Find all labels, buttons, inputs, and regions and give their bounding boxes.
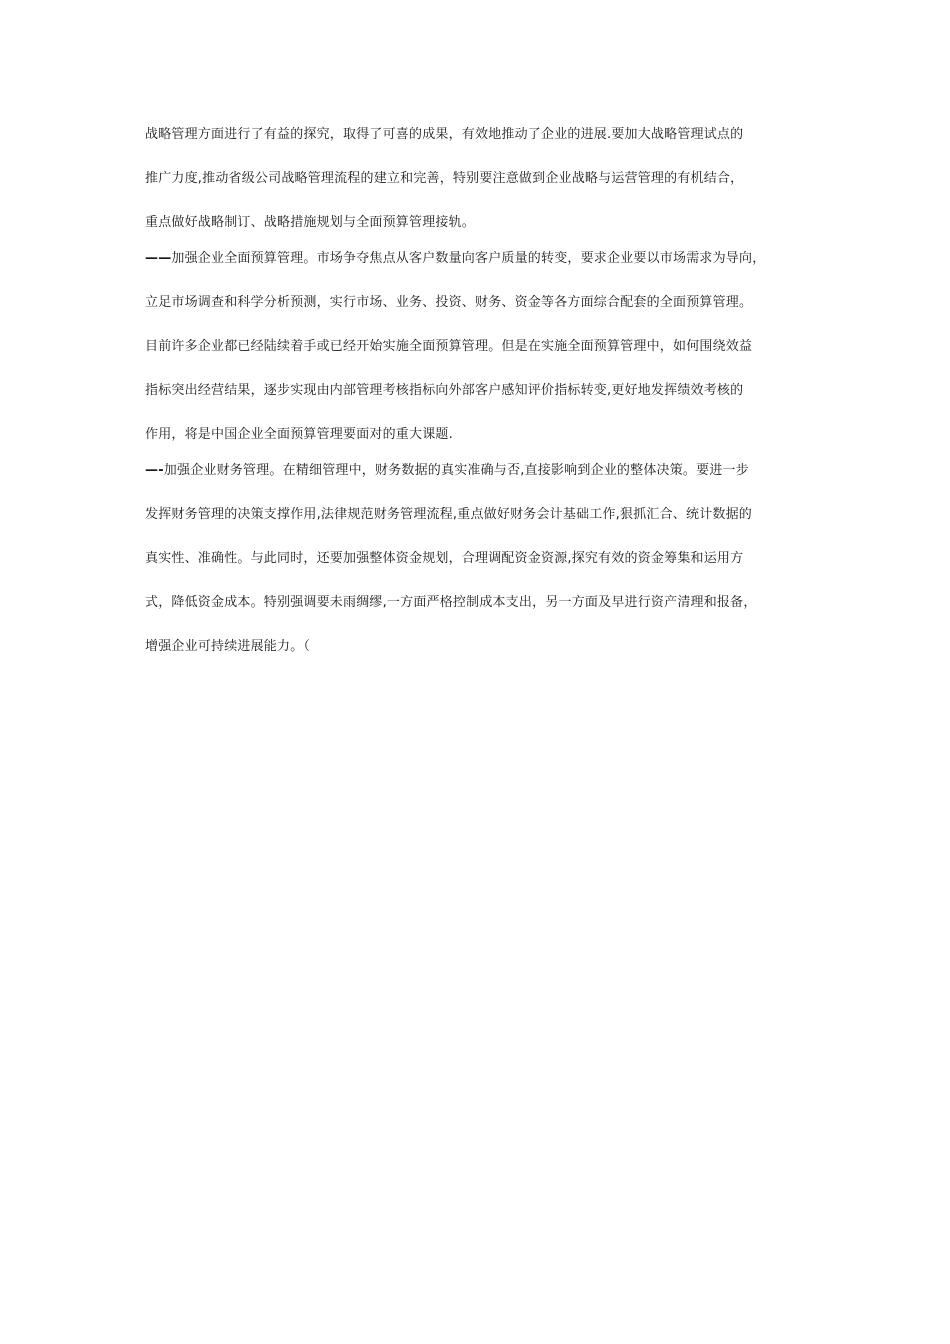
text-line: 式，降低资金成本。特别强调要未雨绸缪,一方面严格控制成本支出，另一方面及早进行资产清理和报备， — [145, 595, 757, 610]
text-line: 增强企业可持续进展能力。（ — [145, 639, 311, 654]
text-line: 发挥财务管理的决策支撑作用,法律规范财务管理流程,重点做好财务会计基础工作,狠抓汇合、统计数据的 — [145, 507, 752, 522]
text-line: 立足市场调查和科学分析预测，实行市场、业务、投资、财务、资金等各方面综合配套的全面预算管理。 — [145, 295, 753, 310]
text-line: 重点做好战略制订、战略措施规划与全面预算管理接轨。 — [145, 215, 476, 230]
text-line: 目前许多企业都已经陆续着手或已经开始实施全面预算管理。但是在实施全面预算管理中，如何围绕效益 — [145, 339, 753, 354]
text-line-content: 加强企业全面预算管理。市场争夺焦点从客户数量向客户质量的转变，要求企业要以市场需求为导向， — [171, 251, 766, 266]
text-line — [145, 460, 825, 481]
text-line: 作用，将是中国企业全面预算管理要面对的重大课题. — [145, 427, 453, 442]
text-line: 推广力度,推动省级公司战略管理流程的建立和完善，特别要注意做到企业战略与运营管理的有机结合， — [145, 171, 744, 186]
text-line — [145, 248, 825, 269]
document-body — [145, 124, 825, 657]
text-line: 指标突出经营结果，逐步实现由内部管理考核指标向外部客户感知评价指标转变,更好地发挥绩效考核的 — [145, 383, 744, 398]
paragraph-finance — [145, 460, 825, 657]
text-line: 真实性、准确性。与此同时，还要加强整体资金规划，合理调配资金资源,探究有效的资金筹集和运用方 — [145, 551, 744, 566]
paragraph-strategy — [145, 124, 825, 233]
paragraph-budget — [145, 248, 825, 445]
dash-lead: —- — [145, 463, 164, 478]
em-dash-lead: —— — [145, 251, 172, 266]
text-line: 战略管理方面进行了有益的探究，取得了可喜的成果，有效地推动了企业的进展.要加大战略管理试点的 — [145, 127, 744, 142]
text-line-content: 加强企业财务管理。在精细管理中，财务数据的真实准确与否,直接影响到企业的整体决策。要进一步 — [163, 463, 749, 478]
